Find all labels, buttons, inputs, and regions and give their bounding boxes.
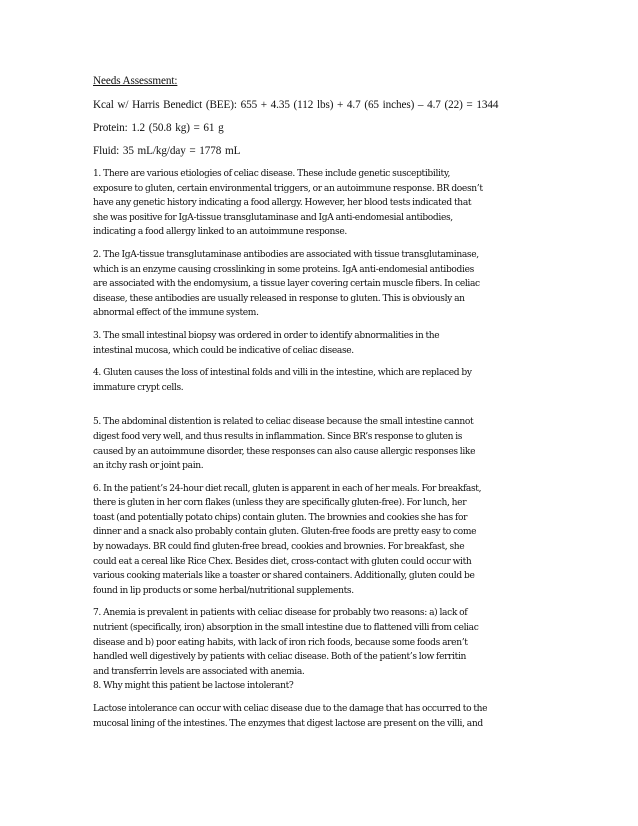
- paragraph-8: [93, 702, 543, 731]
- paragraph-line: disease and b) poor eating habits, with lack of iron rich foods, because some foods aren’t: [93, 637, 468, 648]
- paragraph-line: and transferrin levels are associated with anemia.: [93, 666, 305, 677]
- paragraph-line: found in lip products or some herbal/nutritional supplements.: [93, 585, 354, 596]
- paragraph-line: indicating a food allergy linked to an autoimmune response.: [93, 227, 347, 238]
- paragraph-5: [93, 415, 543, 473]
- needs-assessment-heading: Needs Assessment:: [93, 75, 178, 87]
- document-content: [93, 74, 543, 739]
- paragraph-line: intestinal mucosa, which could be indicative of celiac disease.: [93, 345, 354, 356]
- paragraph-line: 3. The small intestinal biopsy was ordered in order to identify abnormalities in the: [93, 330, 440, 341]
- fluid-calculation: Fluid: 35 mL/kg/day = 1778 mL: [93, 145, 241, 157]
- paragraph-1: [93, 167, 543, 240]
- paragraph-line: she was positive for IgA-tissue transglutaminase and IgA anti-endomesial antibodies,: [93, 212, 453, 223]
- paragraph-line: 7. Anemia is prevalent in patients with celiac disease for probably two reasons: a) lack of: [93, 608, 468, 619]
- paragraph-line: there is gluten in her corn flakes (unless they are specifically gluten-free). For lunch, her: [93, 498, 467, 509]
- paragraph-line: by nowadays. BR could find gluten-free bread, cookies and brownies. For breakfast, she: [93, 542, 465, 553]
- paragraph-7: [93, 606, 543, 694]
- paragraph-line: dinner and a snack also probably contain gluten. Gluten-free foods are pretty easy to come: [93, 527, 477, 538]
- paragraph-line: nutrient (specifically, iron) absorption in the small intestine due to flattened villi from celiac: [93, 623, 479, 634]
- answers-section: [93, 167, 543, 731]
- protein-calculation: Protein: 1.2 (50.8 kg) = 61 g: [93, 122, 224, 134]
- paragraph-2: [93, 248, 543, 321]
- paragraph-line: are associated with the endomysium, a tissue layer covering certain muscle fibers. In celiac: [93, 279, 480, 290]
- paragraph-line: caused by an autoimmune disorder, these responses can also cause allergic responses like: [93, 446, 476, 457]
- kcal-calculation: Kcal w/ Harris Benedict (BEE): 655 + 4.35 (112 lbs) + 4.7 (65 inches) – 4.7 (22) = 1344: [93, 99, 499, 111]
- paragraph-line: 4. Gluten causes the loss of intestinal folds and villi in the intestine, which are replaced by: [93, 368, 472, 379]
- paragraph-line: could eat a cereal like Rice Chex. Besides diet, cross-contact with gluten could occur with: [93, 556, 472, 567]
- paragraph-line: 1. There are various etiologies of celiac disease. These include genetic susceptibility,: [93, 169, 450, 179]
- paragraph-line: Lactose intolerance can occur with celiac disease due to the damage that has occurred to the: [93, 704, 488, 714]
- paragraph-line: mucosal lining of the intestines. The enzymes that digest lactose are present on the villi, and: [93, 718, 483, 729]
- paragraph-line: various cooking materials like a toaster or shared containers. Additionally, gluten could be: [93, 571, 475, 582]
- paragraph-line: have any genetic history indicating a food allergy. However, her blood tests indicated that: [93, 198, 472, 209]
- paragraph-line: exposure to gluten, certain environmental triggers, or an autoimmune response. BR doesn’t: [93, 183, 483, 194]
- paragraph-line: handled well digestively by patients with celiac disease. Both of the patient’s low ferritin: [93, 652, 467, 663]
- paragraph-line: toast (and potentially potato chips) contain gluten. The brownies and cookies she has for: [93, 512, 468, 523]
- paragraph-line: abnormal effect of the immune system.: [93, 308, 259, 319]
- paragraph-line: 6. In the patient’s 24-hour diet recall, gluten is apparent in each of her meals. For breakfast,: [93, 483, 482, 494]
- paragraph-4: [93, 366, 543, 395]
- paragraph-line: digest food very well, and thus results in inflammation. Since BR’s response to gluten is: [93, 431, 463, 442]
- paragraph-line: which is an enzyme causing crosslinking in some proteins. IgA anti-endomesial antibodies: [93, 264, 474, 275]
- paragraph-line: disease, these antibodies are usually released in response to gluten. This is obviously an: [93, 293, 465, 304]
- paragraph-line: 8. Why might this patient be lactose intolerant?: [93, 681, 294, 692]
- paragraph-6: [93, 482, 543, 599]
- paragraph-3: [93, 329, 543, 358]
- paragraph-line: 2. The IgA-tissue transglutaminase antibodies are associated with tissue transglutaminase,: [93, 249, 479, 260]
- paragraph-line: 5. The abdominal distention is related to celiac disease because the small intestine cannot: [93, 417, 474, 428]
- paragraph-line: an itchy rash or joint pain.: [93, 461, 204, 472]
- paragraph-line: immature crypt cells.: [93, 382, 184, 393]
